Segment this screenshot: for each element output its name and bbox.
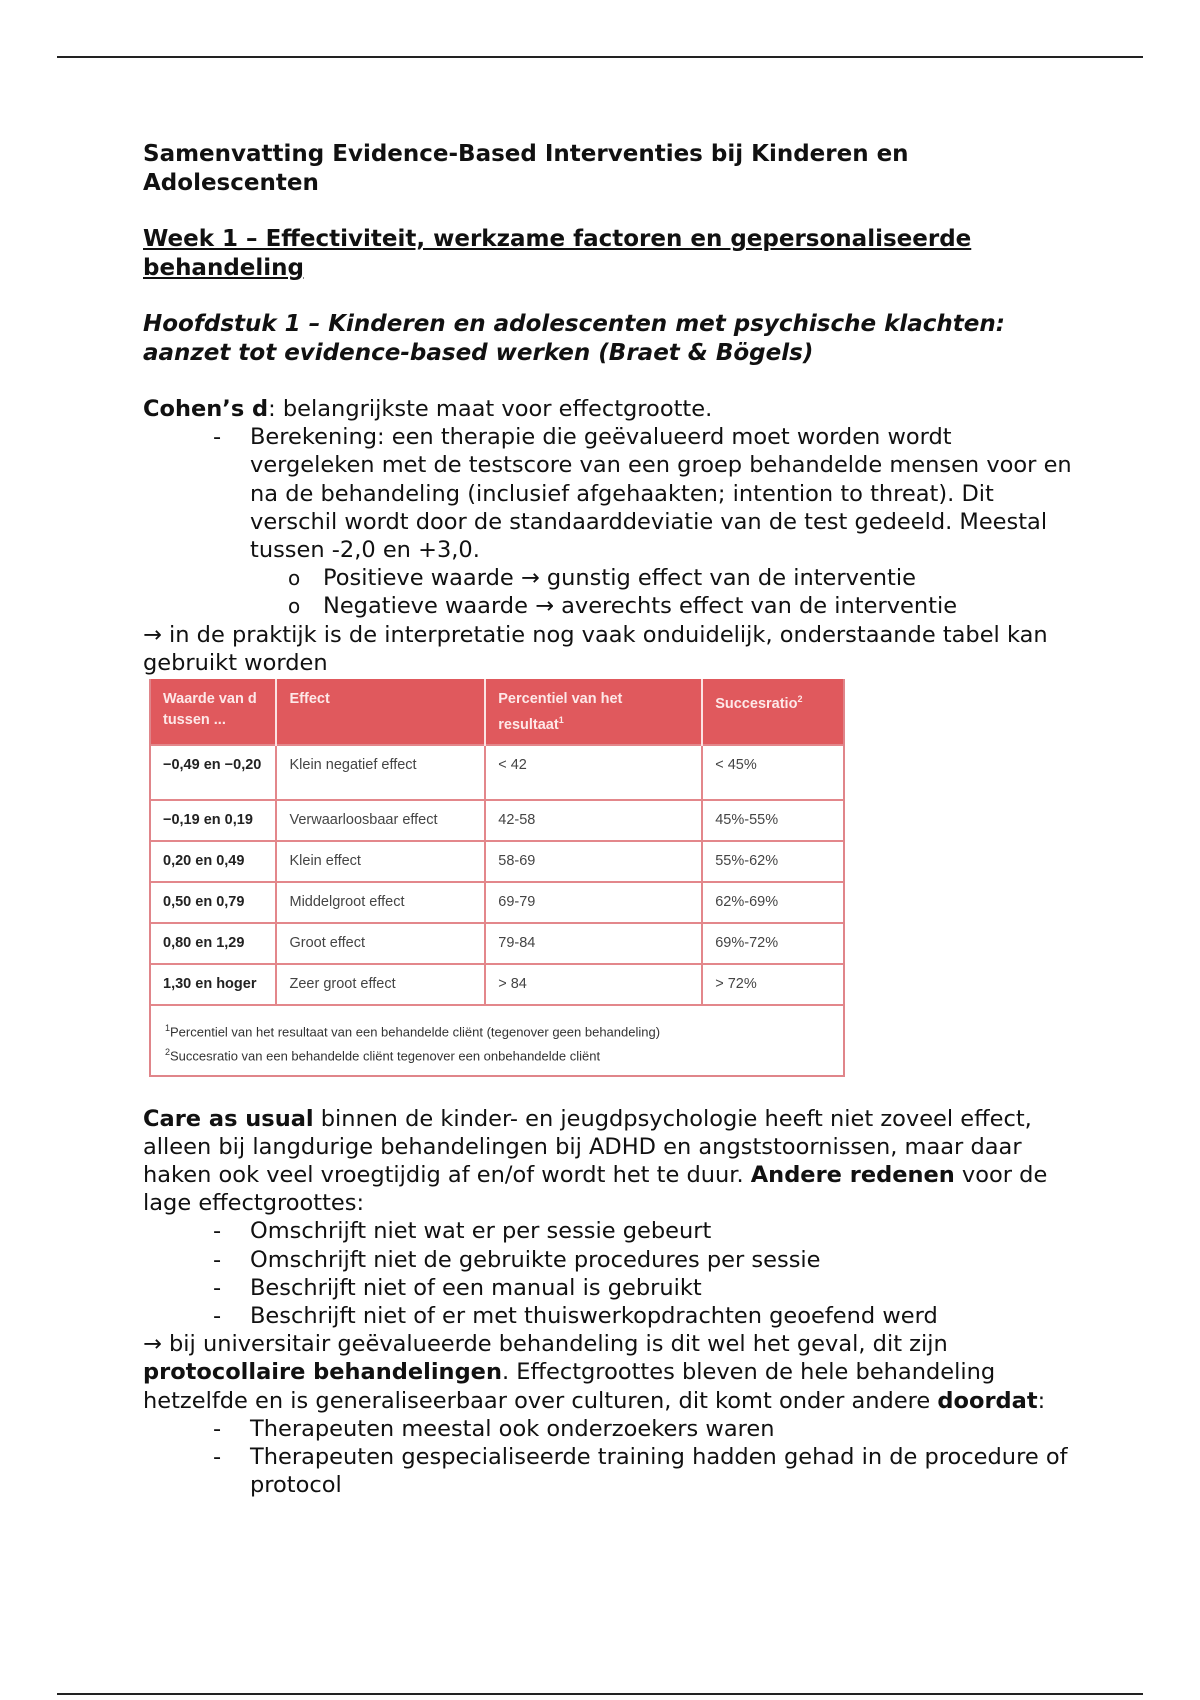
cohens-d-term: Cohen’s d: [143, 396, 269, 422]
header-effect: Effect: [276, 679, 485, 745]
cell-d-range: 0,80 en 1,29: [151, 923, 276, 964]
cell-percentile: > 84: [485, 964, 702, 1005]
cell-effect: Klein effect: [276, 841, 485, 882]
cell-effect: Groot effect: [276, 923, 485, 964]
cell-percentile: < 42: [485, 745, 702, 800]
cell-d-range: 0,20 en 0,49: [151, 841, 276, 882]
cell-d-range: −0,49 en −0,20: [151, 745, 276, 800]
table-header-row: [151, 679, 843, 745]
because-term: doordat: [937, 1387, 1038, 1414]
table-row: [151, 841, 843, 882]
cell-d-range: −0,19 en 0,19: [151, 800, 276, 841]
protocol-term: protocollaire behandelingen: [143, 1359, 502, 1386]
table-footnotes: [151, 1006, 843, 1075]
footer-rule: [57, 1693, 1143, 1695]
list-item: [143, 592, 1083, 620]
cell-percentile: 42-58: [485, 800, 702, 841]
care-as-usual-paragraph: Care as usual binnen de kinder- en jeugdpsychologie heeft niet zoveel effect, alleen bij langdurige behandelingen bij ADHD en angststoornissen, maar daar haken ook veel vroegtijdig af en/of wordt het te duur. Andere redenen voor de lage effectgroottes:: [143, 1105, 1048, 1217]
dash-bullet: -: [213, 424, 222, 451]
list-item: - Therapeuten meestal ook onderzoekers waren: [213, 1415, 775, 1442]
o-bullet: o: [288, 594, 301, 619]
interpretation-note: → in de praktijk is de interpretatie nog vaak onduidelijk, onderstaande tabel kan gebruikt worden: [143, 621, 1048, 676]
chapter-heading: Hoofdstuk 1 – Kinderen en adolescenten met psychische klachten: aanzet tot evidence-based werken (Braet & Bögels): [143, 311, 1005, 366]
cohens-d-definition: : belangrijkste maat voor effectgrootte.: [268, 396, 713, 422]
cell-success-ratio: 62%-69%: [702, 882, 843, 923]
table-row: [151, 800, 843, 841]
header-percentile: Percentiel van het resultaat$^1$: [485, 679, 702, 745]
causes-list: [143, 1415, 1083, 1500]
cohens-d-list: [143, 423, 1083, 564]
cell-effect: Middelgroot effect: [276, 882, 485, 923]
cell-effect: Zeer groot effect: [276, 964, 485, 1005]
list-item: [143, 564, 1083, 592]
calc-text: Berekening: een therapie die geëvalueerd moet worden wordt vergeleken met de testscore van een groep behandelde mensen voor en na de behandeling (inclusief afgehaakten; intention to threat). Dit verschil wordt door de standaarddeviatie van de test gedeeld. Meestal tussen -2,0 en +3,0.: [250, 424, 1072, 564]
list-item: - Beschrijft niet of een manual is gebruikt: [213, 1274, 702, 1301]
list-item: - Omschrijft niet wat er per sessie gebeurt: [213, 1218, 712, 1245]
document-title: Samenvatting Evidence-Based Interventies bij Kinderen en Adolescenten: [143, 141, 909, 196]
negative-text: Negatieve waarde → averechts effect van de interventie: [323, 593, 958, 620]
cell-d-range: 1,30 en hoger: [151, 964, 276, 1005]
cell-percentile: 69-79: [485, 882, 702, 923]
reasons-list: [143, 1217, 1083, 1330]
list-item: - Omschrijft niet de gebruikte procedures per sessie: [213, 1246, 821, 1273]
list-item: - Therapeuten gespecialiseerde training hadden gehad in de procedure of protocol: [213, 1443, 1068, 1499]
header-rule: [57, 56, 1143, 58]
cell-effect: Klein negatief effect: [276, 745, 485, 800]
cell-success-ratio: 45%-55%: [702, 800, 843, 841]
document-body: [143, 140, 1083, 1499]
effect-table: [151, 679, 843, 1006]
cell-percentile: 79-84: [485, 923, 702, 964]
header-success-ratio: Succesratio$^2$: [702, 679, 843, 745]
care-as-usual-term: Care as usual: [143, 1105, 314, 1132]
header-d-range: Waarde van d tussen ...: [151, 679, 276, 745]
footnote-1: $^1$Percentiel van het resultaat van een behandelde cliënt (tegenover geen behandeling): [165, 1022, 661, 1040]
value-sublist: [143, 564, 1083, 620]
protocol-paragraph: → bij universitair geëvalueerde behandeling is dit wel het geval, dit zijn protocollaire behandelingen. Effectgroottes bleven de hele behandeling hetzelfde en is generaliseerbaar over culturen, dit komt onder andere doordat:: [143, 1331, 1046, 1414]
positive-text: Positieve waarde → gunstig effect van de interventie: [323, 565, 916, 592]
week-heading: Week 1 – Effectiviteit, werkzame factoren en gepersonaliseerde behandeling: [143, 226, 972, 281]
table-row: [151, 882, 843, 923]
cell-success-ratio: < 45%: [702, 745, 843, 800]
other-reasons-term: Andere redenen: [750, 1161, 955, 1188]
table-row: [151, 964, 843, 1005]
cell-success-ratio: 69%-72%: [702, 923, 843, 964]
table-row: [151, 923, 843, 964]
list-item: [143, 423, 1083, 564]
cell-success-ratio: > 72%: [702, 964, 843, 1005]
cell-percentile: 58-69: [485, 841, 702, 882]
cohens-d-paragraph: [143, 395, 1083, 423]
footnote-2: $^2$Succesratio van een behandelde cliënt tegenover een onbehandelde cliënt: [165, 1047, 601, 1064]
cell-success-ratio: 55%-62%: [702, 841, 843, 882]
effect-size-table: [149, 679, 845, 1076]
o-bullet: o: [288, 566, 301, 591]
cell-effect: Verwaarloosbaar effect: [276, 800, 485, 841]
list-item: - Beschrijft niet of er met thuiswerkopdrachten geoefend werd: [213, 1302, 938, 1329]
cell-d-range: 0,50 en 0,79: [151, 882, 276, 923]
table-row: [151, 745, 843, 800]
